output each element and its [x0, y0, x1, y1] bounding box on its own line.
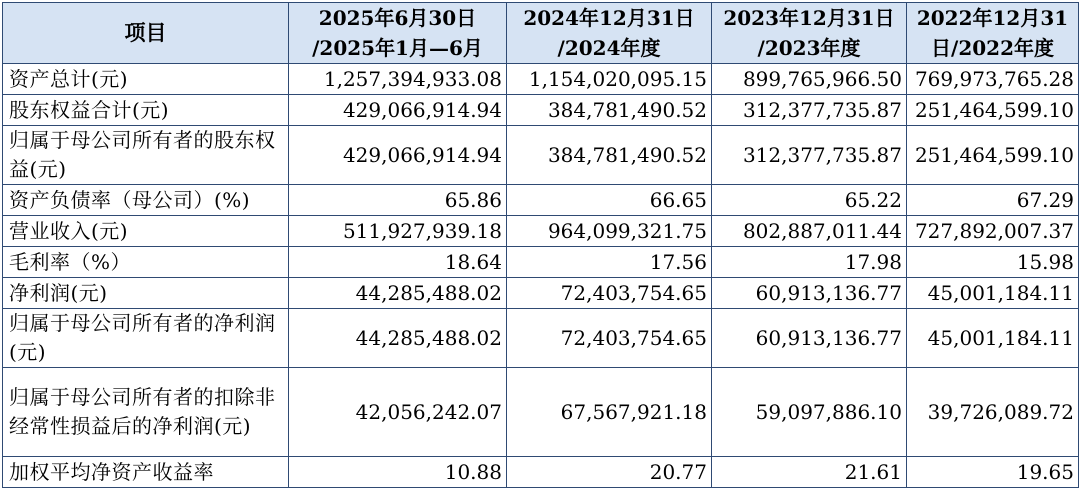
row-label: 资产总计(元) — [3, 64, 289, 95]
row-label: 毛利率（%） — [3, 247, 289, 278]
cell-value: 19.65 — [907, 457, 1079, 488]
cell-value: 42,056,242.07 — [289, 368, 507, 457]
row-label: 净利润(元) — [3, 278, 289, 309]
cell-value: 1,257,394,933.08 — [289, 64, 507, 95]
cell-value: 72,403,754.65 — [507, 309, 712, 368]
cell-value: 44,285,488.02 — [289, 309, 507, 368]
cell-value: 72,403,754.65 — [507, 278, 712, 309]
cell-value: 312,377,735.87 — [712, 126, 907, 185]
cell-value: 65.22 — [712, 185, 907, 216]
row-label: 归属于母公司所有者的扣除非经常性损益后的净利润(元) — [3, 368, 289, 457]
row-label: 加权平均净资产收益率 — [3, 457, 289, 488]
row-label: 归属于母公司所有者的净利润(元) — [3, 309, 289, 368]
financial-summary-table — [2, 2, 1079, 488]
header-item — [3, 3, 289, 64]
cell-value: 429,066,914.94 — [289, 126, 507, 185]
cell-value: 384,781,490.52 — [507, 95, 712, 126]
table-row — [3, 309, 1079, 368]
cell-value: 769,973,765.28 — [907, 64, 1079, 95]
cell-value: 59,097,886.10 — [712, 368, 907, 457]
row-label: 营业收入(元) — [3, 216, 289, 247]
table-row — [3, 457, 1079, 488]
table-row — [3, 126, 1079, 185]
header-2025h1-line2: /2025年1月—6月 — [312, 36, 483, 60]
header-2023-line1: 2023年12月31日 — [723, 6, 895, 30]
header-row — [3, 3, 1079, 64]
table-row — [3, 64, 1079, 95]
table-row — [3, 278, 1079, 309]
table-row — [3, 185, 1079, 216]
cell-value: 65.86 — [289, 185, 507, 216]
header-2023 — [712, 3, 907, 64]
header-2024-line1: 2024年12月31日 — [523, 6, 695, 30]
row-label: 资产负债率（母公司）(%) — [3, 185, 289, 216]
cell-value: 429,066,914.94 — [289, 95, 507, 126]
cell-value: 727,892,007.37 — [907, 216, 1079, 247]
cell-value: 17.98 — [712, 247, 907, 278]
cell-value: 60,913,136.77 — [712, 278, 907, 309]
cell-value: 45,001,184.11 — [907, 278, 1079, 309]
cell-value: 39,726,089.72 — [907, 368, 1079, 457]
cell-value: 251,464,599.10 — [907, 95, 1079, 126]
cell-value: 18.64 — [289, 247, 507, 278]
header-2022 — [907, 3, 1079, 64]
cell-value: 44,285,488.02 — [289, 278, 507, 309]
row-label: 股东权益合计(元) — [3, 95, 289, 126]
cell-value: 17.56 — [507, 247, 712, 278]
cell-value: 45,001,184.11 — [907, 309, 1079, 368]
header-2024 — [507, 3, 712, 64]
header-2022-line1: 2022年12月31 — [916, 6, 1069, 30]
header-item-label: 项目 — [124, 20, 167, 45]
cell-value: 67,567,921.18 — [507, 368, 712, 457]
cell-value: 312,377,735.87 — [712, 95, 907, 126]
table-row — [3, 247, 1079, 278]
table-row — [3, 368, 1079, 457]
cell-value: 251,464,599.10 — [907, 126, 1079, 185]
header-2024-line2: /2024年度 — [557, 36, 661, 60]
cell-value: 384,781,490.52 — [507, 126, 712, 185]
cell-value: 66.65 — [507, 185, 712, 216]
cell-value: 60,913,136.77 — [712, 309, 907, 368]
cell-value: 10.88 — [289, 457, 507, 488]
cell-value: 802,887,011.44 — [712, 216, 907, 247]
cell-value: 20.77 — [507, 457, 712, 488]
row-label: 归属于母公司所有者的股东权益(元) — [3, 126, 289, 185]
cell-value: 15.98 — [907, 247, 1079, 278]
header-2022-line2: 日/2022年度 — [931, 36, 1054, 60]
header-2023-line2: /2023年度 — [757, 36, 861, 60]
table-row — [3, 216, 1079, 247]
header-2025h1 — [289, 3, 507, 64]
cell-value: 21.61 — [712, 457, 907, 488]
header-2025h1-line1: 2025年6月30日 — [318, 6, 477, 30]
cell-value: 67.29 — [907, 185, 1079, 216]
cell-value: 1,154,020,095.15 — [507, 64, 712, 95]
cell-value: 511,927,939.18 — [289, 216, 507, 247]
cell-value: 964,099,321.75 — [507, 216, 712, 247]
cell-value: 899,765,966.50 — [712, 64, 907, 95]
table-row — [3, 95, 1079, 126]
